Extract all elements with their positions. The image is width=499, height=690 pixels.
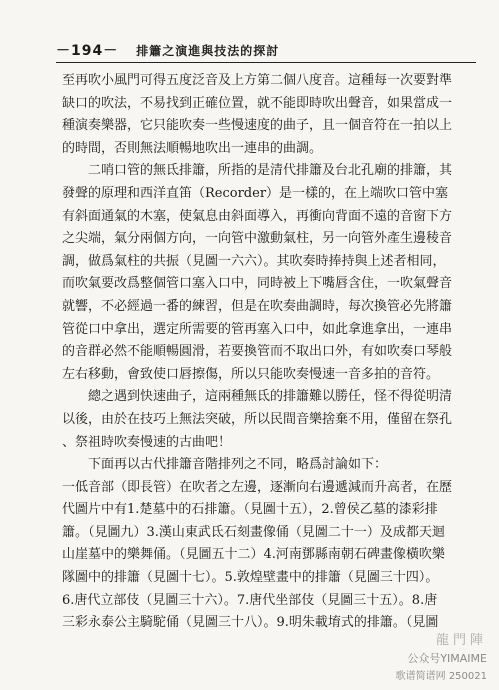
text-line: 的音群必然不能順暢圓滑，若要換管而不取出口外，有如吹奏口琴般	[62, 344, 453, 360]
paragraph	[62, 454, 472, 477]
text-line: 一低音部（即長管）在吹者之左邊，逐漸向右邊遞減而升高者，在歷	[62, 479, 453, 495]
text-line: 隊圖中的排簫（見圖十七）。5.敦煌壁畫中的排簫（見圖三十四）。	[62, 570, 439, 586]
text-line: 的時間，否則無法順暢地吹出一連串的曲調。	[62, 140, 323, 156]
watermark-logo: 龍門陣	[435, 633, 487, 648]
text-line: 而吹氣要改爲整個管口塞入口中，同時被上下嘴唇含住，一吹氣聲音	[62, 276, 453, 292]
text-line: 、祭祖時吹奏慢速的古曲吧！	[62, 434, 232, 450]
text-line: 三彩永泰公主騎駝俑（見圖三十八）。9.明朱載堉式的排簫。（見圖	[62, 615, 439, 631]
text-line: 以後，由於在技巧上無法突破，所以民間音樂捨棄不用，僅留在祭孔	[62, 411, 453, 427]
text-line: 二哨口管的無氐排簫，所指的是清代排簫及台北孔廟的排簫，其	[88, 163, 453, 179]
paragraph	[62, 70, 472, 160]
text-line: 下面再以古代排簫音階排列之不同，略爲討論如下：	[88, 457, 388, 473]
text-line: 發聲的原理和西洋直笛（Recorder）是一樣的，在上端吹口管中塞	[62, 185, 449, 201]
text-line: 之尖端，氣分兩個方向，一向管中激動氣柱，另一向管外產生邊稜音	[62, 231, 453, 247]
paragraph	[62, 160, 472, 386]
text-line: 至再吹小風門可得五度泛音及上方第二個八度音。這種每一次要對準	[62, 73, 453, 88]
text-line: 簫。（見圖九）3.漢山東武氐石刻畫像俑（見圖二十一）及成都天迴	[62, 524, 445, 540]
body-text	[62, 70, 472, 635]
watermark	[357, 629, 487, 682]
text-line: 總之遇到快速曲子，這兩種無氐的排簫難以勝任，怪不得從明清	[88, 389, 453, 405]
text-line: 缺口的吹法，不易找到正確位置，就不能即時吹出聲音，如果當成一	[62, 95, 453, 111]
paragraph	[62, 386, 472, 454]
watermark-site: 公众号YIMAIME	[407, 652, 487, 665]
text-line: 代圖片中有1.楚墓中的石排簫。（見圖十五），2.曾侯乙墓的漆彩排	[62, 502, 438, 518]
text-line: 調，做爲氣柱的共振（見圖一六六）。其吹奏時捧持與上述者相同，	[62, 253, 446, 269]
page-header	[56, 40, 476, 60]
text-line: 就響，不必經過一番的練習，但是在吹奏曲調時，每次換管必先將簫	[62, 298, 453, 314]
text-line: 管從口中拿出，選定所需要的管再塞入口中，如此拿進拿出，一連串	[62, 321, 453, 337]
text-line: 山崖墓中的樂舞俑。（見圖五十二）4.河南鄧縣南朝石碑畫像橫吹樂	[62, 547, 445, 563]
header-rule	[56, 62, 476, 63]
text-line: 種演奏樂器，它只能吹奏一些慢速度的曲子，且一個音符在一拍以上	[62, 118, 453, 134]
text-line: 有斜面通氣的木塞，使氣息由斜面導入，再衝向背面不遠的音窗下方	[62, 208, 453, 224]
page-number: －194－	[56, 43, 119, 59]
text-line: 左右移動，會致使口唇擦傷，所以只能吹奏慢速一音多拍的音符。	[62, 366, 440, 382]
paragraph	[62, 477, 472, 635]
text-line: 6.唐代立部伎（見圖三十六）。7.唐代坐部伎（見圖三十五）。8.唐	[62, 592, 438, 608]
watermark-page-code: 歌谱简谱网 250021	[395, 671, 487, 682]
running-title: 排簫之演進與技法的探討	[136, 43, 280, 58]
